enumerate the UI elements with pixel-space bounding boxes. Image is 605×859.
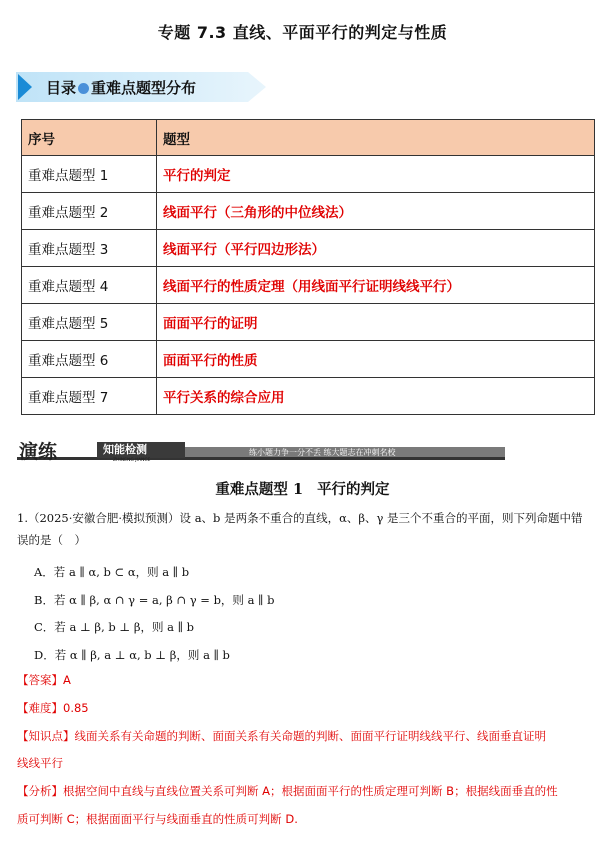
toc-header-row: [22, 120, 595, 156]
analysis-tag: 【分析】: [17, 784, 63, 798]
table-row: [22, 378, 595, 415]
page-title: 专题 7.3 直线、平面平行的判定与性质: [157, 23, 448, 42]
header-topic: 题型: [157, 120, 595, 156]
practice-banner: [17, 439, 505, 463]
practice-pinyin-text: ZHINENG JIANCE: [113, 458, 151, 463]
row-topic: 线面平行（三角形的中位线法）: [157, 193, 595, 230]
answer-value: A: [63, 673, 71, 687]
row-topic: 面面平行的证明: [157, 304, 595, 341]
answer-line: [17, 666, 592, 694]
toc-label-suffix: 重难点题型分布: [91, 79, 197, 97]
row-topic: 线面平行的性质定理（用线面平行证明线线平行）: [157, 267, 595, 304]
toc-label: [46, 77, 196, 98]
section-topic: 平行的判定: [317, 481, 390, 498]
difficulty-value: 0.85: [63, 701, 89, 715]
row-num: 重难点题型 7: [22, 378, 157, 415]
header-num: 序号: [22, 120, 157, 156]
difficulty-line: [17, 694, 592, 722]
answer-tag: 【答案】: [17, 673, 63, 687]
table-row: [22, 230, 595, 267]
toc-label-prefix: 目录: [46, 79, 77, 97]
toc-banner: [16, 72, 266, 102]
row-topic: 线面平行（平行四边形法）: [157, 230, 595, 267]
row-num: 重难点题型 1: [22, 156, 157, 193]
option-c: C．若 a ⊥ β, b ⊥ β，则 a ∥ b: [34, 620, 195, 634]
bullet-dot-icon: [78, 83, 89, 94]
table-row: [22, 267, 595, 304]
row-num: 重难点题型 4: [22, 267, 157, 304]
knowledge-point-line2: 线线平行: [17, 756, 63, 770]
row-num: 重难点题型 3: [22, 230, 157, 267]
table-row: [22, 156, 595, 193]
row-topic: 平行的判定: [157, 156, 595, 193]
table-row: [22, 193, 595, 230]
knowledge-point-line1: [17, 722, 592, 750]
section-heading: [0, 478, 605, 499]
row-num: 重难点题型 2: [22, 193, 157, 230]
row-num: 重难点题型 5: [22, 304, 157, 341]
option-a: A．若 a ∥ α, b ⊂ α，则 a ∥ b: [34, 565, 190, 579]
analysis-text-1: 根据空间中直线与直线位置关系可判断 A；根据面面平行的性质定理可判断 B；根据线面垂直的性: [63, 784, 558, 798]
option-b: B．若 α ∥ β, α ∩ γ = a, β ∩ γ = b，则 a ∥ b: [34, 593, 275, 607]
analysis-line1: [17, 777, 592, 805]
practice-motto-text: 练小题力争一分不丢 练大题志在冲刺名校: [249, 448, 396, 457]
kp-text-1: 线面关系有关命题的判断、面面关系有关命题的判断、面面平行证明线线平行、线面垂直证明: [74, 729, 546, 743]
row-topic: 面面平行的性质: [157, 341, 595, 378]
question-stem-line1: 1.（2025·安徽合肥·模拟预测）设 a、b 是两条不重合的直线，α、β、γ 是三个不重合的平面，则下列命题中错: [17, 511, 583, 525]
practice-mid-text: 知能检测: [103, 443, 147, 456]
kp-tag: 【知识点】: [17, 729, 75, 743]
toc-table: [21, 119, 595, 415]
table-row: [22, 304, 595, 341]
option-d: D．若 α ∥ β, a ⊥ α, b ⊥ β，则 a ∥ b: [34, 648, 230, 662]
practice-big-text: 演练: [19, 441, 58, 463]
section-label: 重难点题型 1: [215, 481, 304, 498]
row-num: 重难点题型 6: [22, 341, 157, 378]
practice-banner-graphic: [17, 439, 505, 463]
table-row: [22, 341, 595, 378]
question-stem-line2: 误的是（ ）: [17, 533, 86, 547]
analysis-line2: 质可判断 C；根据面面平行与线面垂直的性质可判断 D.: [17, 812, 298, 826]
difficulty-tag: 【难度】: [17, 701, 63, 715]
row-topic: 平行关系的综合应用: [157, 378, 595, 415]
